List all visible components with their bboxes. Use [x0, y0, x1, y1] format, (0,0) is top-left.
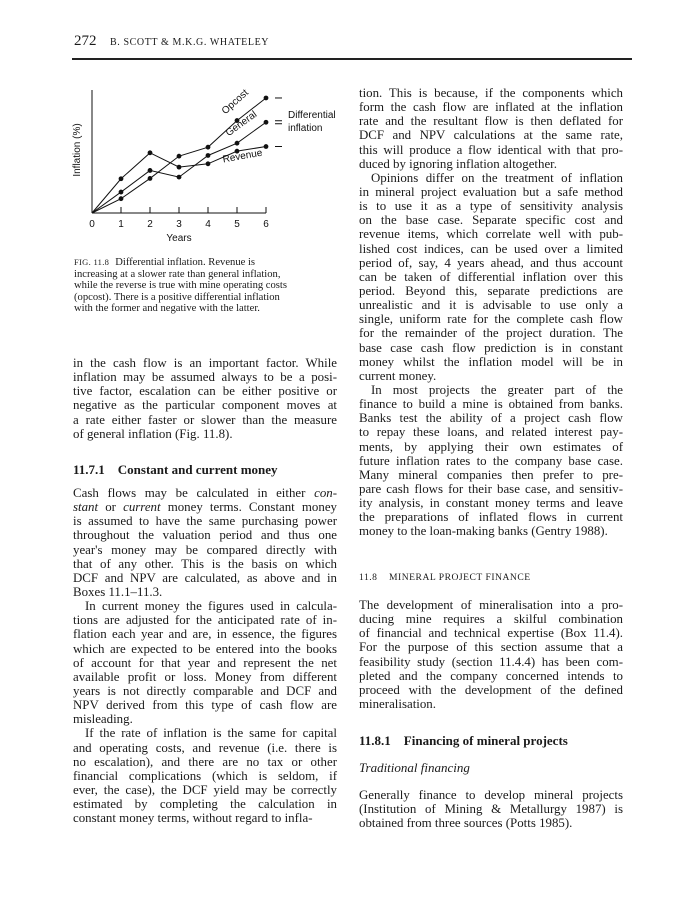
- text-line: this will produce a flow identical with that pro-: [359, 142, 623, 157]
- paragraph: [359, 598, 623, 711]
- text-line: negative as the particular component moves at: [73, 398, 337, 413]
- annotation-text: Differential: [288, 110, 336, 121]
- text-line: that of any other. This is the basis on which: [73, 556, 337, 571]
- text-run: or: [98, 500, 124, 515]
- paragraph-lines: [359, 171, 623, 383]
- data-point: [264, 144, 269, 149]
- text-line: Boxes 11.1–11.3.: [73, 584, 163, 599]
- x-tick-label: 3: [176, 219, 182, 230]
- text-line: in mineral project evaluation but a safe method: [359, 184, 623, 199]
- italic-heading: Traditional financing: [359, 760, 470, 775]
- x-axis-label: Years: [166, 233, 192, 244]
- text-line: single, uniform rate for the complete cash flow: [359, 312, 623, 327]
- caption-line: (opcost). There is a positive differential inflation: [74, 291, 280, 303]
- text-line: available profit or loss. Money from different: [73, 669, 337, 684]
- data-point: [119, 196, 124, 201]
- text-line: financial complications (which is seldom, if: [73, 768, 337, 783]
- paragraph-lines: [73, 514, 337, 599]
- text-line: mineralisation.: [359, 696, 436, 711]
- data-point: [206, 153, 211, 158]
- data-point: [119, 190, 124, 195]
- text-line: DCF and NPV are calculated, as above and in: [73, 570, 337, 585]
- text-line: tions are adjusted for the anticipated rate of in-: [73, 613, 337, 628]
- paragraph: [359, 788, 623, 830]
- text-line: feasibility study (section 11.4.4) has been com-: [359, 654, 623, 669]
- text-line: unrealistic and it is advisable to use only a: [359, 298, 623, 313]
- data-point: [177, 154, 182, 159]
- text-line: and operating costs, and revenue (i.e. there is: [73, 740, 337, 755]
- text-line: base case cash flow prediction is in constant: [359, 340, 623, 355]
- data-point: [235, 141, 240, 146]
- x-tick-label: 2: [147, 219, 153, 230]
- text-line: obtained from three sources (Potts 1985).: [359, 816, 573, 831]
- text-line: to repay these loans, and related interest pay-: [359, 425, 623, 440]
- text-line: Many mineral companies then prefer to pre-: [359, 467, 623, 482]
- text-line: for the remainder of the project duration. The: [359, 326, 623, 341]
- text-line: of general inflation (Fig. 11.8).: [73, 426, 233, 441]
- text-line: tive factor, escalation can be either positive or: [73, 384, 337, 399]
- data-point: [206, 145, 211, 150]
- text-line: on the base case. Separate specific cost and: [359, 213, 623, 228]
- text-line: In most projects the greater part of the: [371, 382, 623, 397]
- text-line: duced by ignoring inflation altogether.: [359, 156, 557, 171]
- text-run: money terms. Constant money: [160, 500, 337, 515]
- text-line: pleted and the company concerned intends to: [359, 668, 623, 683]
- paragraph-lines: [359, 383, 623, 539]
- caption-line: increasing at a slower rate than general inflation,: [74, 268, 281, 280]
- text-line: of financial and technical expertise (Box 11.4).: [359, 626, 623, 641]
- x-tick-label: 5: [234, 219, 240, 230]
- paragraph-lines: [359, 86, 623, 171]
- series-label: Opcost: [219, 87, 251, 117]
- figure-caption: [74, 257, 336, 315]
- text-line: is assumed to have the same purchasing power: [73, 514, 337, 529]
- text-line: of account for that year and represent the net: [73, 655, 337, 670]
- text-line: rate and the resultant flow is then deflated for: [359, 114, 623, 129]
- data-point: [119, 176, 124, 181]
- text-line: inflation may be assumed always to be a posi-: [73, 370, 337, 385]
- data-point: [177, 175, 182, 180]
- text-line: a rate either faster or slower than the measure: [73, 412, 337, 427]
- data-point: [264, 120, 269, 125]
- data-point: [148, 176, 153, 181]
- caption-line: Differential inflation. Revenue is: [115, 257, 256, 268]
- text-line: The development of mineralisation into a pro-: [359, 598, 623, 612]
- text-line: pare cash flows for their base case, and sensitiv-: [359, 481, 623, 496]
- subsection-heading: 11.7.1 Constant and current money: [73, 462, 278, 477]
- text-line: years is not directly comparable and DCF and: [73, 683, 337, 698]
- series-label: Revenue: [221, 147, 264, 166]
- text-line: ducing mine requires a skilful combination: [359, 612, 623, 627]
- text-line: [73, 500, 337, 514]
- text-line: period of, say, 4 years ahead, and thus account: [359, 255, 623, 270]
- text-line: estimated by completing the calculation in: [73, 797, 337, 812]
- caption-line: with the former and negative with the latter.: [74, 303, 260, 315]
- differential-inflation-chart: [0, 0, 350, 250]
- text-line: is to use it as a type of sensitivity analysis: [359, 199, 623, 214]
- x-tick-label: 0: [89, 219, 95, 230]
- text-line: lished cost indices, can be used over a limited: [359, 241, 623, 256]
- text-line: which are expected to be entered into the books: [73, 641, 337, 656]
- italic-run: current: [123, 500, 161, 515]
- text-line: the preparations of inflated flows in current: [359, 510, 623, 525]
- series-label: General: [223, 109, 260, 139]
- data-point: [148, 150, 153, 155]
- paragraph-lines: [73, 599, 337, 726]
- italic-run: stant: [73, 500, 99, 515]
- text-line: revenue items, which correlate well with pub-: [359, 227, 623, 242]
- text-line: ity analysis, in constant money terms and leave: [359, 496, 623, 511]
- data-point: [177, 165, 182, 170]
- text-line: If the rate of inflation is the same for capital: [85, 726, 337, 741]
- text-line: NPV derived from this type of cash flow are: [73, 698, 337, 713]
- x-tick-label: 1: [118, 219, 124, 230]
- text-line: in the cash flow is an important factor. While: [73, 356, 337, 370]
- text-line: proceed with the development of the defined: [359, 682, 623, 697]
- text-line: ments, by applying their own estimates of: [359, 439, 623, 454]
- data-point: [264, 96, 269, 101]
- text-line: year's money may be compared directly with: [73, 542, 337, 557]
- subsection-heading: 11.8.1 Financing of mineral projects: [359, 733, 568, 748]
- text-line: tion. This is because, if the components which: [359, 86, 623, 100]
- text-line: constant money terms, without regard to infla-: [73, 811, 313, 826]
- y-axis-label: Inflation (%): [72, 123, 83, 177]
- paragraph: [359, 86, 623, 539]
- text-line: [73, 486, 337, 500]
- data-point: [148, 168, 153, 173]
- figure-label: FIG. 11.8: [74, 257, 110, 267]
- text-line: finance to build a mine is obtained from banks.: [359, 397, 623, 412]
- text-line: ever, the case), the DCF yield may be correctly: [73, 782, 337, 797]
- italic-run: con-: [314, 486, 337, 500]
- paragraph: [73, 356, 337, 441]
- section-heading: 11.8 MINERAL PROJECT FINANCE: [359, 572, 531, 583]
- text-line: Opinions differ on the treatment of inflation: [371, 170, 623, 185]
- caption-line: while the reverse is true with mine operating costs: [74, 280, 287, 292]
- text-line: Generally finance to develop mineral projects: [359, 788, 623, 802]
- text-line: misleading.: [73, 712, 133, 727]
- x-tick-label: 4: [205, 219, 211, 230]
- text-line: can be taken of differential inflation over this: [359, 269, 623, 284]
- x-tick-label: 6: [263, 219, 269, 230]
- text-line: throughout the valuation period and thus one: [73, 528, 337, 543]
- running-header-authors: B. SCOTT & M.K.G. WHATELEY: [110, 37, 270, 48]
- text-line: For the purpose of this section assume that a: [359, 640, 623, 655]
- text-line: flation each year and are, in essence, the figures: [73, 627, 337, 642]
- text-line: future inflation rates to the company base case.: [359, 453, 623, 468]
- text-line: period. Beyond this, separate predictions are: [359, 283, 623, 298]
- text-run: Cash flows may be calculated in either: [73, 486, 315, 500]
- data-point: [206, 161, 211, 166]
- text-line: form the cash flow are inflated at the inflation: [359, 100, 623, 115]
- text-line: In current money the figures used in calcula-: [85, 599, 337, 614]
- text-line: Banks test the ability of a project cash flow: [359, 411, 623, 426]
- text-line: current money.: [359, 368, 437, 383]
- page-number: 272: [74, 33, 97, 49]
- text-line: no escalation), and there are no tax or other: [73, 754, 337, 769]
- text-line: money whilst the inflation model will be in: [359, 354, 623, 369]
- annotation-text: inflation: [288, 123, 323, 134]
- text-line: money to the loan-making banks (Gentry 1988).: [359, 524, 608, 539]
- text-line: (Institution of Mining & Metallurgy 1987) is: [359, 802, 623, 817]
- text-line: DCF and NPV calculations at the same rate,: [359, 128, 623, 143]
- paragraph: [73, 486, 337, 825]
- paragraph-lines: [73, 726, 337, 825]
